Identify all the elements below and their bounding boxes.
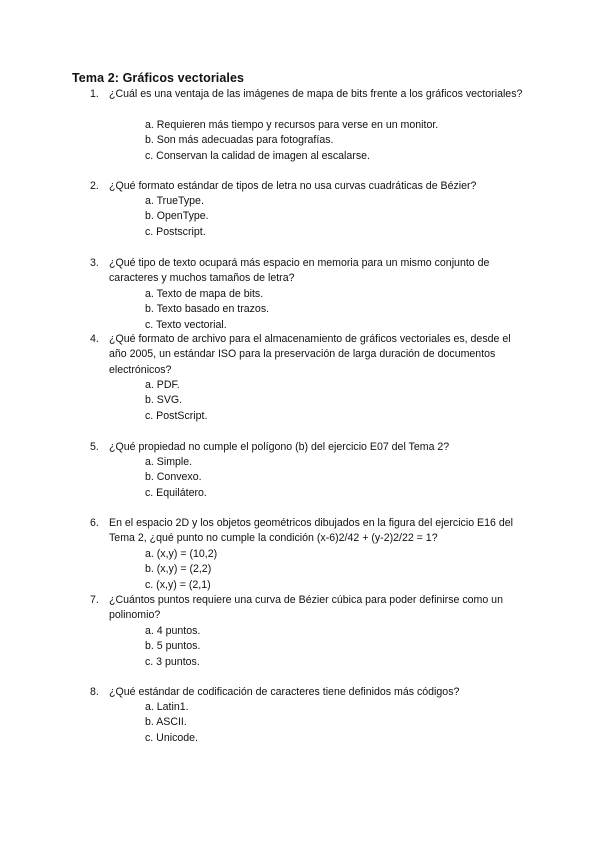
- question-number: 1.: [90, 88, 99, 100]
- option-c: c. 3 puntos.: [145, 655, 200, 668]
- option-a: a. Latin1.: [145, 701, 189, 713]
- option-c: c. (x,y) = (2,1): [145, 578, 211, 591]
- question-number: 5.: [90, 441, 99, 453]
- question-text: ¿Qué formato de archivo para el almacenamiento de gráficos vectoriales es, desde el año 2005, un estándar ISO para la preservación de larga duración de documentos electrónicos?: [109, 333, 511, 376]
- question-text: ¿Qué propiedad no cumple el polígono (b) del ejercicio E07 del Tema 2?: [109, 441, 450, 453]
- options-list: [145, 118, 545, 164]
- options-list: [145, 547, 545, 593]
- option-b: b. (x,y) = (2,2): [145, 563, 212, 576]
- page-title: Tema 2: Gráficos vectoriales: [72, 71, 245, 85]
- options-list: [145, 700, 545, 746]
- question-number: 6.: [90, 517, 99, 529]
- question-number: 2.: [90, 180, 99, 192]
- option-a: a. 4 puntos.: [145, 625, 201, 637]
- question-text: ¿Cuál es una ventaja de las imágenes de mapa de bits frente a los gráficos vectoriales?: [109, 88, 523, 100]
- question-number: 3.: [90, 257, 99, 269]
- question-text: En el espacio 2D y los objetos geométricos dibujados en la figura del ejercicio E16 del Tema 2, ¿qué punto no cumple la condición (x-6)2/42 + (y-2)2/22 = 1?: [109, 517, 513, 545]
- option-c: c. Unicode.: [145, 731, 198, 744]
- option-c: c. Postscript.: [145, 225, 206, 238]
- options-list: [145, 624, 545, 670]
- option-c: c. Equilátero.: [145, 486, 207, 499]
- option-b: b. 5 puntos.: [145, 640, 201, 653]
- option-a: a. Texto de mapa de bits.: [145, 288, 264, 300]
- question-number: 4.: [90, 333, 99, 345]
- question-number: 7.: [90, 594, 99, 606]
- option-b: b. OpenType.: [145, 210, 209, 223]
- option-a: a. Simple.: [145, 456, 193, 468]
- option-b: b. ASCII.: [145, 716, 187, 729]
- option-a: a. TrueType.: [145, 195, 204, 207]
- question-number: 8.: [90, 686, 99, 698]
- option-b: b. Texto basado en trazos.: [145, 303, 270, 316]
- option-b: b. Son más adecuadas para fotografías.: [145, 134, 334, 147]
- option-c: c. Conservan la calidad de imagen al escalarse.: [145, 149, 370, 162]
- question-text: ¿Qué tipo de texto ocupará más espacio en memoria para un mismo conjunto de caracteres y muchos tamaños de letra?: [109, 257, 490, 285]
- question-text: ¿Cuántos puntos requiere una curva de Bézier cúbica para poder definirse como un polinomio?: [109, 594, 503, 622]
- question-text: ¿Qué estándar de codificación de caracteres tiene definidos más códigos?: [109, 686, 460, 698]
- option-c: c. PostScript.: [145, 409, 208, 422]
- option-b: b. Convexo.: [145, 471, 202, 484]
- option-a: a. PDF.: [145, 379, 180, 391]
- option-a: a. (x,y) = (10,2): [145, 548, 218, 560]
- options-list: [145, 455, 545, 501]
- question-text: ¿Qué formato estándar de tipos de letra no usa curvas cuadráticas de Bézier?: [109, 180, 477, 192]
- options-list: [145, 194, 545, 240]
- option-a: a. Requieren más tiempo y recursos para verse en un monitor.: [145, 119, 439, 131]
- options-list: [145, 287, 545, 333]
- options-list: [145, 378, 545, 424]
- option-b: b. SVG.: [145, 394, 183, 407]
- option-c: c. Texto vectorial.: [145, 318, 227, 331]
